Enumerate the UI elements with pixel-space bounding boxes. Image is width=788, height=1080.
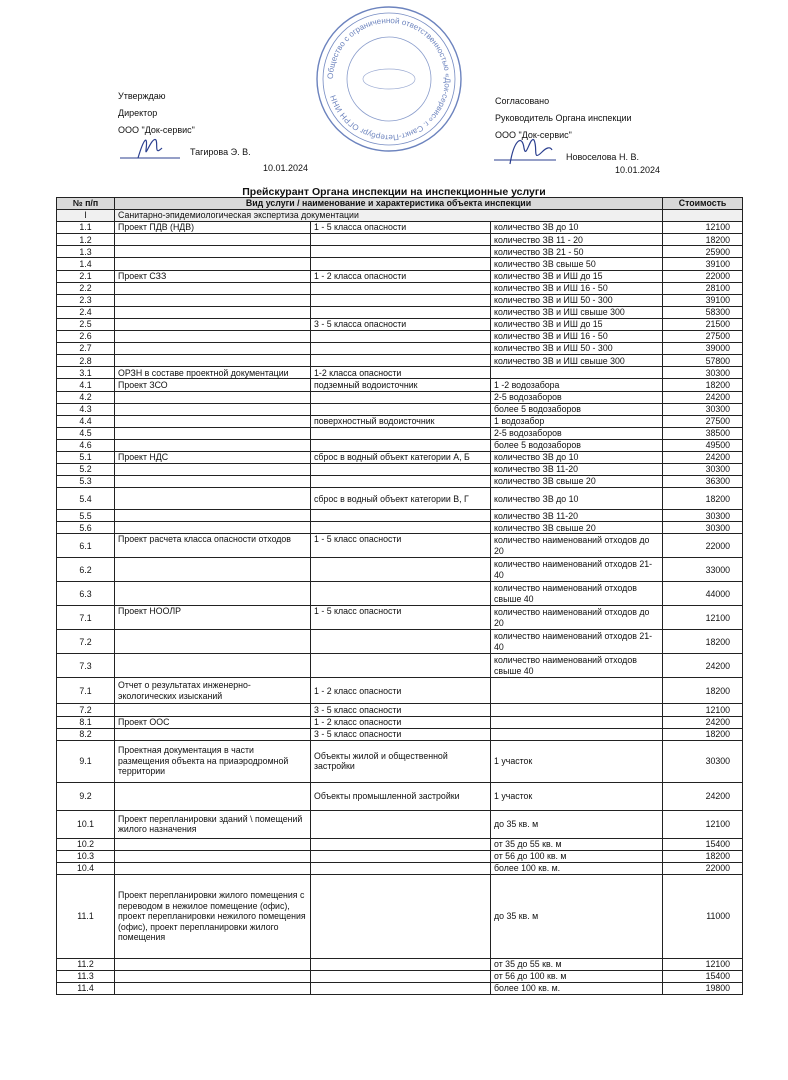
row-cost: 30300 xyxy=(663,740,743,782)
table-row xyxy=(57,306,743,318)
row-number: 7.2 xyxy=(57,704,115,716)
row-object xyxy=(115,510,311,522)
svg-text:Общество с ограниченной ответс xyxy=(326,16,452,142)
row-cost: 30300 xyxy=(663,522,743,534)
table-row xyxy=(57,403,743,415)
row-characteristic xyxy=(311,294,491,306)
row-characteristic xyxy=(311,983,491,995)
row-characteristic xyxy=(311,439,491,451)
row-number: 3.1 xyxy=(57,367,115,379)
row-cost: 58300 xyxy=(663,306,743,318)
row-object: Проект НДС xyxy=(115,451,311,463)
table-row xyxy=(57,331,743,343)
row-object: Проектная документация в части размещения объекта на приаэродромной территории xyxy=(115,740,311,782)
row-detail: от 56 до 100 кв. м xyxy=(491,971,663,983)
row-cost: 18200 xyxy=(663,630,743,654)
table-row xyxy=(57,439,743,451)
row-characteristic xyxy=(311,971,491,983)
table-row xyxy=(57,379,743,391)
row-characteristic xyxy=(311,875,491,959)
row-cost: 12100 xyxy=(663,704,743,716)
row-number: 2.8 xyxy=(57,355,115,367)
row-characteristic xyxy=(311,654,491,678)
table-row xyxy=(57,862,743,874)
table-row xyxy=(57,367,743,379)
row-cost: 12100 xyxy=(663,222,743,234)
row-detail: количество ЗВ и ИШ до 15 xyxy=(491,318,663,330)
director-name: Тагирова Э. В. xyxy=(190,147,251,157)
row-object: Проект перепланировки жилого помещения с переводом в нежилое помещение (офис), проект перепланировки нежилого помещения (офис), проект перепланировки жилого помещения xyxy=(115,875,311,959)
row-characteristic xyxy=(311,355,491,367)
row-number: 11.2 xyxy=(57,959,115,971)
row-number: 5.1 xyxy=(57,451,115,463)
row-detail: количество ЗВ и ИШ 50 - 300 xyxy=(491,343,663,355)
row-cost: 12100 xyxy=(663,606,743,630)
table-row xyxy=(57,343,743,355)
row-detail xyxy=(491,716,663,728)
row-number: 10.3 xyxy=(57,850,115,862)
row-object: Проект расчета класса опасности отходов xyxy=(115,534,311,558)
row-number: 2.3 xyxy=(57,294,115,306)
table-row xyxy=(57,318,743,330)
row-object xyxy=(115,488,311,510)
row-number: 10.4 xyxy=(57,862,115,874)
row-number: 11.4 xyxy=(57,983,115,995)
row-number: 2.6 xyxy=(57,331,115,343)
table-row xyxy=(57,740,743,782)
row-number: 7.2 xyxy=(57,630,115,654)
row-characteristic: 1 - 2 класс опасности xyxy=(311,678,491,704)
row-cost: 24200 xyxy=(663,716,743,728)
row-number: 6.1 xyxy=(57,534,115,558)
header-num: № п/п xyxy=(57,198,115,210)
head-name: Новоселова Н. В. xyxy=(566,152,639,162)
row-detail xyxy=(491,678,663,704)
row-detail: количество ЗВ и ИШ свыше 300 xyxy=(491,306,663,318)
table-row xyxy=(57,270,743,282)
row-object: Проект ПДВ (НДВ) xyxy=(115,222,311,234)
row-characteristic xyxy=(311,850,491,862)
row-detail: количество ЗВ свыше 20 xyxy=(491,522,663,534)
section-cost xyxy=(663,210,743,222)
table-row xyxy=(57,427,743,439)
row-detail: количество наименований отходов 21-40 xyxy=(491,630,663,654)
row-cost: 21500 xyxy=(663,318,743,330)
row-detail: 1 водозабор xyxy=(491,415,663,427)
row-object xyxy=(115,838,311,850)
row-cost: 12100 xyxy=(663,959,743,971)
row-cost: 18200 xyxy=(663,850,743,862)
row-detail xyxy=(491,704,663,716)
row-cost: 15400 xyxy=(663,971,743,983)
row-number: 2.7 xyxy=(57,343,115,355)
row-object xyxy=(115,246,311,258)
row-cost: 30300 xyxy=(663,367,743,379)
table-row xyxy=(57,810,743,838)
row-object xyxy=(115,294,311,306)
row-number: 4.6 xyxy=(57,439,115,451)
row-cost: 36300 xyxy=(663,476,743,488)
row-cost: 39100 xyxy=(663,258,743,270)
agreement-date: 10.01.2024 xyxy=(615,165,661,175)
row-cost: 18200 xyxy=(663,728,743,740)
row-object xyxy=(115,782,311,810)
approval-line-2: Директор xyxy=(118,108,158,118)
row-object: Проект перепланировки зданий \ помещений жилого назначения xyxy=(115,810,311,838)
row-characteristic xyxy=(311,582,491,606)
row-detail: количество ЗВ и ИШ 50 - 300 xyxy=(491,294,663,306)
row-detail: количество ЗВ 11-20 xyxy=(491,464,663,476)
row-number: 9.2 xyxy=(57,782,115,810)
row-number: 1.4 xyxy=(57,258,115,270)
row-object xyxy=(115,983,311,995)
row-detail: количество ЗВ до 10 xyxy=(491,488,663,510)
row-cost: 18200 xyxy=(663,678,743,704)
row-detail: количество ЗВ 11 - 20 xyxy=(491,234,663,246)
table-row xyxy=(57,606,743,630)
agreement-line-3: ООО "Док-сервис" xyxy=(495,130,572,140)
row-cost: 28100 xyxy=(663,282,743,294)
row-characteristic: Объекты промышленной застройки xyxy=(311,782,491,810)
row-cost: 57800 xyxy=(663,355,743,367)
document-title: Прейскурант Органа инспекции на инспекционные услуги xyxy=(242,186,546,198)
row-number: 6.3 xyxy=(57,582,115,606)
row-detail xyxy=(491,728,663,740)
row-number: 2.4 xyxy=(57,306,115,318)
row-detail: количество ЗВ и ИШ 16 - 50 xyxy=(491,331,663,343)
row-object xyxy=(115,654,311,678)
table-row xyxy=(57,415,743,427)
row-characteristic xyxy=(311,306,491,318)
row-detail: количество наименований отходов свыше 40 xyxy=(491,654,663,678)
table-row xyxy=(57,704,743,716)
row-cost: 24200 xyxy=(663,391,743,403)
row-detail: 1 -2 водозабора xyxy=(491,379,663,391)
row-cost: 15400 xyxy=(663,838,743,850)
table-row xyxy=(57,476,743,488)
row-cost: 30300 xyxy=(663,510,743,522)
table-row xyxy=(57,630,743,654)
table-row xyxy=(57,838,743,850)
row-number: 4.5 xyxy=(57,427,115,439)
row-cost: 18200 xyxy=(663,379,743,391)
row-object xyxy=(115,971,311,983)
row-characteristic: поверхностный водоисточник xyxy=(311,415,491,427)
row-object xyxy=(115,464,311,476)
row-object xyxy=(115,630,311,654)
row-characteristic xyxy=(311,427,491,439)
row-number: 7.1 xyxy=(57,606,115,630)
row-number: 7.3 xyxy=(57,654,115,678)
row-cost: 39000 xyxy=(663,343,743,355)
row-number: 11.1 xyxy=(57,875,115,959)
row-detail: более 5 водозаборов xyxy=(491,439,663,451)
row-detail: количество ЗВ свыше 50 xyxy=(491,258,663,270)
row-cost: 24200 xyxy=(663,451,743,463)
director-signature xyxy=(118,128,188,168)
row-object xyxy=(115,391,311,403)
row-characteristic: 1 - 5 класса опасности xyxy=(311,222,491,234)
row-detail: от 35 до 55 кв. м xyxy=(491,959,663,971)
row-number: 10.1 xyxy=(57,810,115,838)
row-number: 5.4 xyxy=(57,488,115,510)
row-detail: 1 участок xyxy=(491,782,663,810)
table-row xyxy=(57,971,743,983)
row-characteristic xyxy=(311,558,491,582)
section-label: Санитарно-эпидемиологическая экспертиза документации xyxy=(115,210,663,222)
row-detail: количество ЗВ и ИШ свыше 300 xyxy=(491,355,663,367)
row-number: 8.2 xyxy=(57,728,115,740)
table-row xyxy=(57,391,743,403)
row-detail: количество ЗВ 11-20 xyxy=(491,510,663,522)
row-number: 8.1 xyxy=(57,716,115,728)
row-number: 11.3 xyxy=(57,971,115,983)
row-cost: 22000 xyxy=(663,862,743,874)
row-object xyxy=(115,582,311,606)
table-row xyxy=(57,654,743,678)
approval-date: 10.01.2024 xyxy=(263,163,309,173)
approval-line-1: Утверждаю xyxy=(118,91,166,101)
section-row xyxy=(57,210,743,222)
row-object xyxy=(115,862,311,874)
row-number: 2.1 xyxy=(57,270,115,282)
table-row xyxy=(57,728,743,740)
row-characteristic xyxy=(311,630,491,654)
row-characteristic xyxy=(311,522,491,534)
table-row xyxy=(57,558,743,582)
row-object: Проект ООС xyxy=(115,716,311,728)
row-object: Проект СЗЗ xyxy=(115,270,311,282)
row-number: 1.3 xyxy=(57,246,115,258)
row-object xyxy=(115,282,311,294)
table-row xyxy=(57,246,743,258)
row-object xyxy=(115,318,311,330)
header-service: Вид услуги / наименование и характеристика объекта инспекции xyxy=(115,198,663,210)
row-characteristic xyxy=(311,246,491,258)
row-cost: 44000 xyxy=(663,582,743,606)
table-row xyxy=(57,282,743,294)
agreement-line-2: Руководитель Органа инспекции xyxy=(495,113,632,123)
row-object: ОРЗН в составе проектной документации xyxy=(115,367,311,379)
row-characteristic: 1 - 2 класс опасности xyxy=(311,716,491,728)
row-object xyxy=(115,704,311,716)
row-characteristic xyxy=(311,282,491,294)
row-object xyxy=(115,728,311,740)
row-object xyxy=(115,850,311,862)
row-cost: 30300 xyxy=(663,403,743,415)
header-cost: Стоимость xyxy=(663,198,743,210)
row-detail: до 35 кв. м xyxy=(491,875,663,959)
row-object xyxy=(115,306,311,318)
row-object xyxy=(115,476,311,488)
row-object: Отчет о результатах инженерно-экологических изысканий xyxy=(115,678,311,704)
table-row xyxy=(57,294,743,306)
row-number: 4.2 xyxy=(57,391,115,403)
row-number: 4.1 xyxy=(57,379,115,391)
row-detail: от 35 до 55 кв. м xyxy=(491,838,663,850)
row-cost: 49500 xyxy=(663,439,743,451)
table-row xyxy=(57,222,743,234)
row-detail: количество ЗВ до 10 xyxy=(491,222,663,234)
row-detail: количество наименований отходов до 20 xyxy=(491,606,663,630)
row-characteristic: 1 - 5 класс опасности xyxy=(311,534,491,558)
row-object xyxy=(115,959,311,971)
row-detail: количество наименований отходов 21-40 xyxy=(491,558,663,582)
row-characteristic xyxy=(311,810,491,838)
row-detail: 2-5 водозаборов xyxy=(491,427,663,439)
row-characteristic xyxy=(311,403,491,415)
table-row xyxy=(57,782,743,810)
row-detail: количество наименований отходов свыше 40 xyxy=(491,582,663,606)
table-row xyxy=(57,582,743,606)
row-object xyxy=(115,427,311,439)
row-characteristic xyxy=(311,258,491,270)
row-number: 10.2 xyxy=(57,838,115,850)
row-detail: количество ЗВ свыше 20 xyxy=(491,476,663,488)
row-cost: 11000 xyxy=(663,875,743,959)
row-cost: 12100 xyxy=(663,810,743,838)
row-characteristic: 1-2 класса опасности xyxy=(311,367,491,379)
table-row xyxy=(57,355,743,367)
row-detail: количество ЗВ 21 - 50 xyxy=(491,246,663,258)
row-detail: количество наименований отходов до 20 xyxy=(491,534,663,558)
table-row xyxy=(57,451,743,463)
table-row xyxy=(57,716,743,728)
row-object xyxy=(115,415,311,427)
row-detail: 1 участок xyxy=(491,740,663,782)
row-characteristic xyxy=(311,959,491,971)
row-number: 7.1 xyxy=(57,678,115,704)
table-row xyxy=(57,959,743,971)
row-detail: от 56 до 100 кв. м xyxy=(491,850,663,862)
row-object xyxy=(115,403,311,415)
row-characteristic: сброс в водный объект категории В, Г xyxy=(311,488,491,510)
row-characteristic xyxy=(311,464,491,476)
row-number: 5.6 xyxy=(57,522,115,534)
row-number: 4.3 xyxy=(57,403,115,415)
table-row xyxy=(57,510,743,522)
row-object xyxy=(115,343,311,355)
table-row xyxy=(57,850,743,862)
row-characteristic: подземный водоисточник xyxy=(311,379,491,391)
table-row xyxy=(57,678,743,704)
table-row xyxy=(57,488,743,510)
row-detail: 2-5 водозаборов xyxy=(491,391,663,403)
row-characteristic xyxy=(311,838,491,850)
row-object xyxy=(115,355,311,367)
row-characteristic xyxy=(311,391,491,403)
row-detail: более 100 кв. м. xyxy=(491,862,663,874)
row-number: 1.1 xyxy=(57,222,115,234)
row-detail xyxy=(491,367,663,379)
row-characteristic xyxy=(311,862,491,874)
head-signature xyxy=(492,130,562,174)
row-cost: 24200 xyxy=(663,654,743,678)
row-detail: количество ЗВ и ИШ 16 - 50 xyxy=(491,282,663,294)
company-seal xyxy=(312,2,467,157)
row-detail: более 100 кв. м. xyxy=(491,983,663,995)
row-object xyxy=(115,234,311,246)
row-cost: 22000 xyxy=(663,270,743,282)
section-num: I xyxy=(57,210,115,222)
row-object: Проект НООЛР xyxy=(115,606,311,630)
row-cost: 19800 xyxy=(663,983,743,995)
row-number: 5.5 xyxy=(57,510,115,522)
row-cost: 27500 xyxy=(663,331,743,343)
table-row xyxy=(57,534,743,558)
row-characteristic: Объекты жилой и общественной застройки xyxy=(311,740,491,782)
row-object xyxy=(115,558,311,582)
row-cost: 33000 xyxy=(663,558,743,582)
row-number: 2.2 xyxy=(57,282,115,294)
row-number: 2.5 xyxy=(57,318,115,330)
table-row xyxy=(57,464,743,476)
table-row xyxy=(57,983,743,995)
price-table xyxy=(56,197,743,995)
row-cost: 22000 xyxy=(663,534,743,558)
row-characteristic xyxy=(311,476,491,488)
row-cost: 39100 xyxy=(663,294,743,306)
table-row xyxy=(57,258,743,270)
row-cost: 18200 xyxy=(663,234,743,246)
row-cost: 30300 xyxy=(663,464,743,476)
table-row xyxy=(57,875,743,959)
table-row xyxy=(57,234,743,246)
seal-text: Общество с ограниченной ответственностью «Док-сервис» г. Санкт-Петербург ОГРН ИНН xyxy=(325,15,453,143)
row-object xyxy=(115,331,311,343)
row-number: 6.2 xyxy=(57,558,115,582)
row-number: 5.2 xyxy=(57,464,115,476)
row-characteristic: 3 - 5 класс опасности xyxy=(311,728,491,740)
row-cost: 18200 xyxy=(663,488,743,510)
row-characteristic: 1 - 5 класс опасности xyxy=(311,606,491,630)
row-cost: 27500 xyxy=(663,415,743,427)
row-object: Проект ЗСО xyxy=(115,379,311,391)
row-characteristic xyxy=(311,343,491,355)
row-number: 4.4 xyxy=(57,415,115,427)
row-characteristic: 3 - 5 класс опасности xyxy=(311,704,491,716)
approval-line-3: ООО "Док-сервис" xyxy=(118,125,195,135)
row-number: 9.1 xyxy=(57,740,115,782)
row-characteristic xyxy=(311,234,491,246)
row-detail: до 35 кв. м xyxy=(491,810,663,838)
row-detail: количество ЗВ и ИШ до 15 xyxy=(491,270,663,282)
row-object xyxy=(115,258,311,270)
row-characteristic: 3 - 5 класса опасности xyxy=(311,318,491,330)
row-detail: более 5 водозаборов xyxy=(491,403,663,415)
table-row xyxy=(57,522,743,534)
row-characteristic: сброс в водный объект категории А, Б xyxy=(311,451,491,463)
row-number: 1.2 xyxy=(57,234,115,246)
agreement-line-1: Согласовано xyxy=(495,96,550,106)
row-cost: 25900 xyxy=(663,246,743,258)
row-number: 5.3 xyxy=(57,476,115,488)
row-detail: количество ЗВ до 10 xyxy=(491,451,663,463)
row-characteristic: 1 - 2 класса опасности xyxy=(311,270,491,282)
row-object xyxy=(115,522,311,534)
row-cost: 38500 xyxy=(663,427,743,439)
row-characteristic xyxy=(311,331,491,343)
row-object xyxy=(115,439,311,451)
row-cost: 24200 xyxy=(663,782,743,810)
row-characteristic xyxy=(311,510,491,522)
